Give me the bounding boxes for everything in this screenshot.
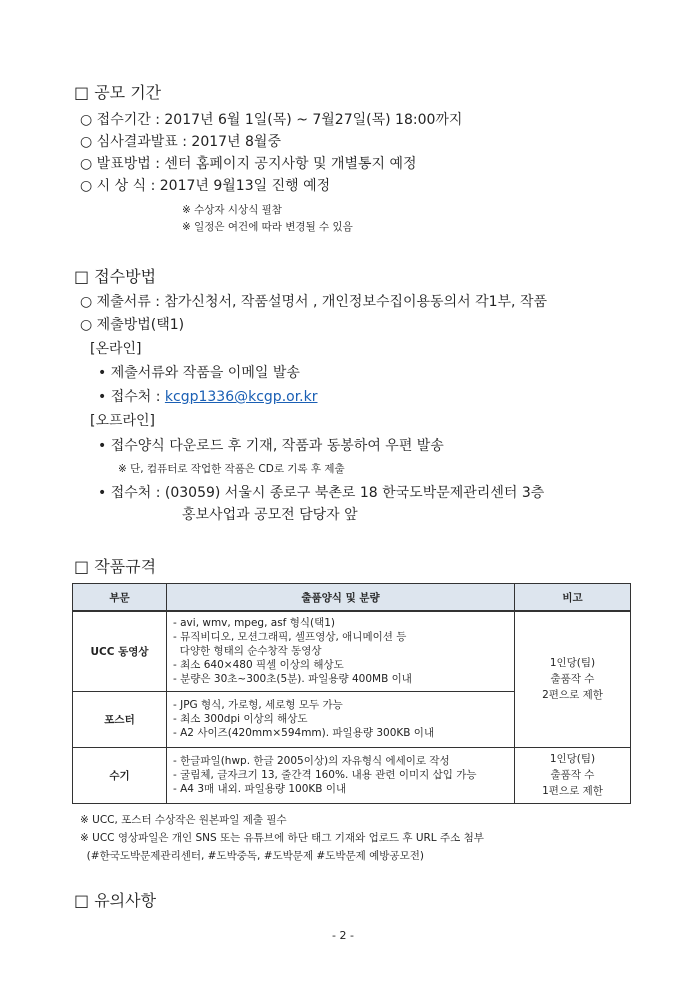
remark-essay bbox=[515, 747, 631, 803]
period-note-2: ※ 일정은 여건에 따라 변경될 수 있음 bbox=[182, 221, 353, 233]
period-item-1: ○ 접수기간 : 2017년 6월 1일(목) ~ 7월27일(목) 18:00까지 bbox=[80, 112, 463, 128]
header-remarks: 비고 bbox=[515, 584, 631, 612]
period-item-4: ○ 시 상 식 : 2017년 9월13일 진행 예정 bbox=[80, 178, 331, 194]
cat-poster: 포스터 bbox=[73, 691, 167, 747]
ucc-line-5: - 분량은 30초~300초(5분). 파일용량 400MB 이내 bbox=[173, 673, 412, 686]
essay-line-3: - A4 3매 내외. 파일용량 100KB 이내 bbox=[173, 783, 347, 795]
poster-line-1: - JPG 형식, 가로형, 세로형 모두 가능 bbox=[173, 699, 343, 711]
offline-bullet-2-cont: 홍보사업과 공모전 담당자 앞 bbox=[182, 507, 358, 523]
table-row-essay bbox=[73, 747, 631, 803]
remark-ucc-poster bbox=[515, 611, 631, 747]
poster-line-3: - A2 사이즈(420mm×594mm). 파일용량 300KB 이내 bbox=[173, 727, 435, 739]
essay-line-2: - 굴림체, 글자크기 13, 줄간격 160%. 내용 관련 이미지 삽입 가능 bbox=[173, 769, 477, 781]
remark-1-line-1: 1인당(팀) bbox=[549, 657, 596, 670]
offline-note: ※ 단, 컴퓨터로 작업한 작품은 CD로 기록 후 제출 bbox=[118, 463, 345, 475]
page-number: - 2 - bbox=[332, 929, 354, 942]
cat-ucc: UCC 동영상 bbox=[73, 611, 167, 691]
remark-1-line-2: 출품작 수 bbox=[550, 673, 595, 686]
section-title-period: □ 공모 기간 bbox=[74, 83, 162, 102]
online-label: [온라인] bbox=[90, 341, 142, 357]
section-title-submission: □ 접수방법 bbox=[74, 267, 157, 286]
online-bullet-1: • 제출서류와 작품을 이메일 발송 bbox=[98, 365, 300, 381]
ucc-format bbox=[167, 611, 515, 691]
section-title-specs: □ 작품규격 bbox=[74, 557, 157, 576]
specs-note-3: (#한국도박문제관리센터, #도박중독, #도박문제 #도박문제 예방공모전) bbox=[80, 850, 424, 862]
table-row-ucc bbox=[73, 611, 631, 691]
offline-label: [오프라인] bbox=[90, 413, 156, 429]
submission-documents: ○ 제출서류 : 참가신청서, 작품설명서 , 개인정보수집이용동의서 각1부, 작품 bbox=[80, 294, 547, 310]
ucc-line-1: - avi, wmv, mpeg, asf 형식(택1) bbox=[173, 617, 336, 630]
essay-format bbox=[167, 747, 515, 803]
email-link[interactable]: kcgp1336@kcgp.or.kr bbox=[164, 389, 318, 405]
ucc-line-2: - 뮤직비디오, 모션그래픽, 셀프영상, 애니메이션 등 bbox=[173, 631, 407, 644]
poster-format bbox=[167, 691, 515, 747]
specs-note-2: ※ UCC 영상파일은 개인 SNS 또는 유튜브에 하단 태그 기재와 업로드 후 URL 주소 첨부 bbox=[80, 832, 484, 844]
remark-2-line-3: 1편으로 제한 bbox=[542, 785, 603, 797]
period-item-2: ○ 심사결과발표 : 2017년 8월중 bbox=[80, 134, 281, 150]
period-note-1: ※ 수상자 시상식 필참 bbox=[182, 204, 282, 216]
online-contact-prefix: • 접수처 : bbox=[98, 389, 165, 405]
remark-2-line-2: 출품작 수 bbox=[550, 769, 595, 781]
period-item-3: ○ 발표방법 : 센터 홈페이지 공지사항 및 개별통지 예정 bbox=[80, 156, 417, 172]
header-category: 부문 bbox=[73, 584, 167, 612]
header-format: 출품양식 및 분량 bbox=[167, 584, 515, 612]
submission-method: ○ 제출방법(택1) bbox=[80, 317, 185, 333]
poster-line-2: - 최소 300dpi 이상의 해상도 bbox=[173, 713, 308, 725]
cat-essay: 수기 bbox=[73, 747, 167, 803]
offline-bullet-2: • 접수처 : (03059) 서울시 종로구 북촌로 18 한국도박문제관리센터 3층 bbox=[98, 485, 545, 501]
remark-1-line-3: 2편으로 제한 bbox=[542, 689, 603, 702]
ucc-line-3: 다양한 형태의 순수창작 동영상 bbox=[173, 645, 322, 658]
ucc-line-4: - 최소 640×480 픽셀 이상의 해상도 bbox=[173, 659, 344, 672]
remark-2-line-1: 1인당(팀) bbox=[549, 753, 596, 765]
specs-note-1: ※ UCC, 포스터 수상작은 원본파일 제출 필수 bbox=[80, 814, 287, 826]
table-header-row bbox=[73, 584, 631, 612]
specs-table bbox=[72, 583, 631, 804]
section-title-precautions: □ 유의사항 bbox=[74, 891, 157, 910]
essay-line-1: - 한글파일(hwp. 한글 2005이상)의 자유형식 에세이로 작성 bbox=[173, 755, 450, 767]
offline-bullet-1: • 접수양식 다운로드 후 기재, 작품과 동봉하여 우편 발송 bbox=[98, 438, 444, 454]
online-bullet-2 bbox=[98, 386, 318, 406]
